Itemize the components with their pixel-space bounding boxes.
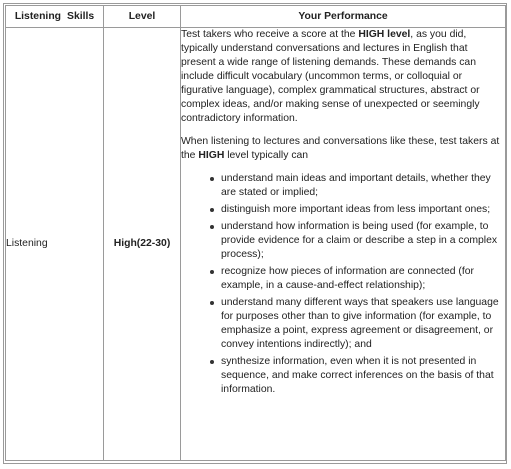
performance-cell [181,28,506,461]
score-report-frame [3,3,507,464]
header-level: Level [104,6,181,28]
bullet-icon [210,270,214,274]
header-skill-word2: Skills [67,10,95,22]
list-item-text: understand main ideas and important details, whether they are stated or implied; [221,173,491,198]
performance-paragraph-2 [181,135,505,163]
list-item-text: understand many different ways that speakers use language for purposes other than to give information (for example, to emphasize a point, express agreement or disagreement, or convey intentions indirectly); and [221,297,499,350]
score-table [5,5,506,461]
header-row [6,6,506,28]
list-item [221,296,505,352]
header-your-performance: Your Performance [181,6,506,28]
header-skill-word1: Listening [14,10,62,22]
skill-cell: Listening [6,28,104,461]
paragraph-1-bold: HIGH level [358,29,411,40]
list-item [221,220,505,262]
list-item [221,265,505,293]
bullet-icon [210,208,214,212]
abilities-list [181,172,505,397]
list-item [221,203,505,217]
header-listening-skills [6,6,104,28]
list-item [221,355,505,397]
bullet-icon [210,301,214,305]
paragraph-2-after: level typically can [224,150,309,161]
list-item-text: distinguish more important ideas from less important ones; [221,204,491,215]
list-item [221,172,505,200]
performance-paragraph-1 [181,28,505,126]
bullet-icon [210,360,214,364]
list-item-text: synthesize information, even when it is not presented in sequence, and make correct inferences on the basis of that information. [221,356,494,395]
bullet-icon [210,177,214,181]
bullet-icon [210,225,214,229]
paragraph-1-before: Test takers who receive a score at the [181,29,359,40]
paragraph-2-before: When listening to lectures and conversations like these, test takers at the [181,136,500,161]
table-header [6,6,506,28]
paragraph-1-after: , as you did, typically understand conversations and lectures in English that present a wide range of listening demands. These demands can include difficult vocabulary (uncommon terms, or colloquial or figurative language), complex grammatical structures, abstract or complex ideas, and/or making sense of unexpected or seemingly contradictory information. [181,29,480,124]
level-cell: High(22-30) [104,28,181,461]
paragraph-2-bold: HIGH [198,150,225,161]
list-item-text: recognize how pieces of information are connected (for example, in a cause-and-effect relationship); [221,266,474,291]
table-row [6,28,506,461]
list-item-text: understand how information is being used (for example, to provide evidence for a claim or describe a step in a complex process); [221,221,498,260]
